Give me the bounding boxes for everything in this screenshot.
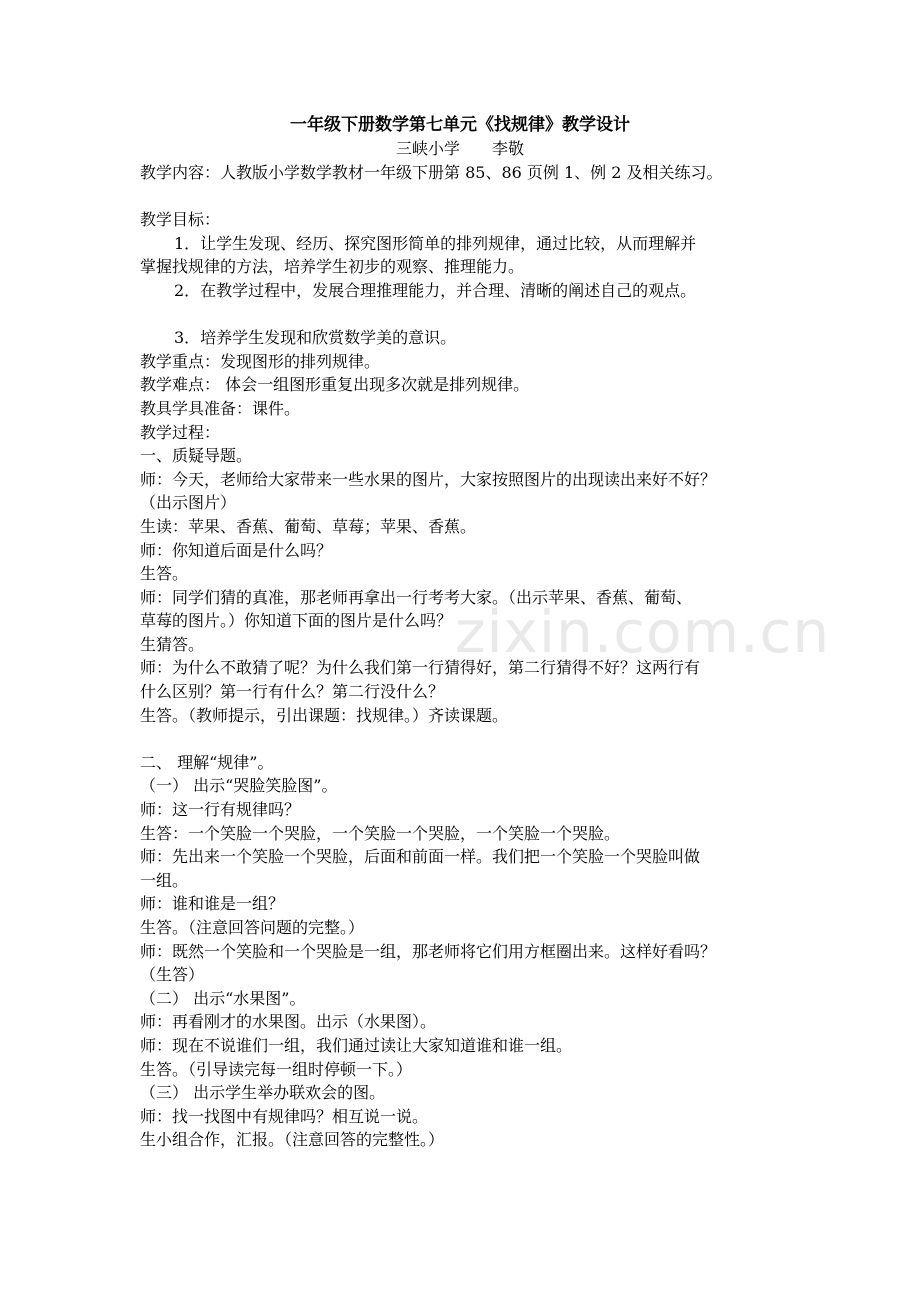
text-line: （生答） — [140, 965, 205, 985]
blank-line — [140, 185, 785, 209]
text-line: 师：谁和谁是一组？ — [140, 894, 285, 914]
text-line: 二、 理解“规律”。 — [140, 752, 274, 772]
watermark: zixin.com.cn — [455, 598, 831, 666]
text-line: 生小组合作，汇报。（注意回答的完整性。） — [140, 1130, 445, 1150]
blank-line — [140, 303, 785, 327]
text-line: 生答。（注意回答问题的完整。） — [140, 918, 365, 937]
text-line: 草莓的图片。）你知道下面的图片是什么吗？ — [140, 611, 453, 631]
text-line: 一组。 — [140, 870, 189, 890]
text-line: 师：同学们猜的真准，那老师再拿出一行考考大家。（出示苹果、香蕉、葡萄、 — [140, 587, 693, 607]
text-line: （出示图片） — [140, 493, 237, 513]
text-line: 师：你知道后面是什么吗？ — [140, 540, 333, 560]
text-line: 生答。 — [140, 564, 189, 584]
text-line: （一） 出示“哭脸笑脸图”。 — [140, 776, 338, 796]
text-line: 师：既然一个笑脸和一个哭脸是一组，那老师将它们用方框圈出来。这样好看吗？ — [140, 941, 717, 961]
text-line: 师：先出来一个笑脸一个哭脸，后面和前面一样。我们把一个笑脸一个哭脸叫做 — [140, 847, 701, 867]
blank-line — [140, 727, 785, 751]
text-line: 生答：一个笑脸一个哭脸，一个笑脸一个哭脸，一个笑脸一个哭脸。 — [140, 823, 621, 843]
school-name: 三峡小学 — [395, 139, 460, 158]
text-line: 师：为什么不敢猜了呢？为什么我们第一行猜得好，第二行猜得不好？这两行有 — [140, 658, 701, 678]
text-line: 师：今天，老师给大家带来一些水果的图片，大家按照图片的出现读出来好不好？ — [140, 469, 717, 489]
text-line: （二） 出示“水果图”。 — [140, 988, 306, 1008]
text-line: 2．在教学过程中，发展合理推理能力，并合理、清晰的阐述自己的观点。 — [174, 280, 697, 300]
text-line: 生读：苹果、香蕉、葡萄、草莓；苹果、香蕉。 — [140, 516, 477, 536]
text-line: 掌握找规律的方法，培养学生初步的观察、推理能力。 — [140, 257, 525, 277]
text-line: 教学目标： — [140, 210, 221, 230]
document-body — [140, 161, 785, 1152]
text-line: 教学过程： — [140, 422, 221, 442]
text-line: 师：现在不说谁们一组，我们通过读让大家知道谁和谁一组。 — [140, 1035, 573, 1055]
text-line: 教学内容：人教版小学数学教材一年级下册第 85、86 页例 1、例 2 及相关练习。 — [140, 163, 723, 182]
text-line: 什么区别？第一行有什么？第二行没什么？ — [140, 682, 445, 702]
text-line: 生答。（引导读完每一组时停顿一下。） — [140, 1059, 413, 1079]
text-line: 师：再看刚才的水果图。出示（水果图）。 — [140, 1012, 437, 1032]
text-line: 一、质疑导题。 — [140, 446, 253, 466]
text-line: 3．培养学生发现和欣赏数学美的意识。 — [174, 328, 457, 348]
text-line: 教具学具准备：课件。 — [140, 398, 301, 418]
document-title: 一年级下册数学第七单元《找规律》教学设计 — [290, 115, 630, 135]
text-line: 师：找一找图中有规律吗？相互说一说。 — [140, 1106, 429, 1126]
text-line: 1．让学生发现、经历、探究图形简单的排列规律，通过比较，从而理解并 — [174, 233, 697, 253]
author-line — [0, 137, 920, 161]
text-line: 生猜答。 — [140, 634, 205, 654]
text-line: （三） 出示学生举办联欢会的图。 — [140, 1083, 386, 1103]
author-name: 李敬 — [492, 139, 525, 158]
text-line: 生答。（教师提示，引出课题：找规律。）齐读课题。 — [140, 705, 509, 725]
text-line: 教学难点： 体会一组图形重复出现多次就是排列规律。 — [140, 375, 530, 395]
text-line: 教学重点：发现图形的排列规律。 — [140, 351, 381, 371]
text-line: 师：这一行有规律吗？ — [140, 800, 301, 820]
